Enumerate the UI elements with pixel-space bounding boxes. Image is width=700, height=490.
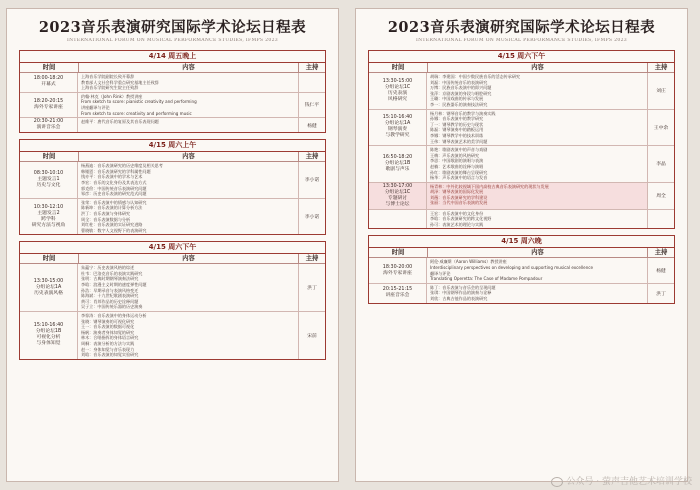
session-item: Translating Operetta: The Case of Madame Pompadour	[430, 276, 543, 282]
schedule-section	[19, 50, 326, 133]
session-item: 刘磊：中国传统音乐的表演研究	[430, 79, 488, 85]
session-item: 杨青林：中外比较视域下国内高校古典音乐表演研究的现状与发展	[430, 183, 549, 189]
session-row	[369, 73, 674, 110]
session-item: 吴子立：中国传统乐器的历史演奏	[81, 304, 143, 310]
session-content	[78, 312, 299, 359]
session-label: 13:30-17:00 分组论坛1C 专题研讨 与博士论坛	[369, 183, 427, 209]
session-item: Interdisciplinary perspectives on developing and supporting musical excellence	[430, 265, 594, 271]
session-item: 李晗：音乐表演研究的跨文化视野	[430, 216, 492, 222]
session-item: 李思：中国歌剧的演唱与表演	[430, 158, 484, 164]
column-header: 内容	[428, 63, 648, 72]
session-row	[369, 146, 674, 183]
column-header: 主持	[305, 153, 319, 161]
session-item: 钱亦平：音乐表演中的学术与艺术	[81, 174, 143, 180]
column-header: 主持	[305, 255, 319, 263]
session-row	[20, 118, 325, 132]
section-heading: 4/15 周六下午	[20, 242, 325, 254]
session-label: 16:50-18:20 分组论坛1B 歌剧与声乐	[369, 146, 427, 182]
session-host: 杨健	[307, 123, 317, 129]
session-row	[20, 264, 325, 312]
session-item: 赵楠：艺术歌曲的诠释与演唱	[430, 163, 484, 169]
session-item: 杨燕迪：音乐表演研究的历史维度及相关思考	[81, 163, 163, 169]
section-heading: 4/15 周六晚	[369, 236, 674, 248]
session-label: 18:20-20:15 海外专家讲座	[20, 93, 78, 117]
session-item: From sketch to score: pianistic creativity and performing	[81, 99, 197, 105]
session-label: 20:30-21:00 演讲音乐会	[20, 118, 78, 132]
session-host: 周全	[656, 194, 666, 200]
session-item: 张琪：中国钢琴作品的演奏与诠释	[430, 290, 492, 296]
session-item: 刘薇：音乐表演研究的学科建设	[430, 194, 488, 200]
session-item: 陈海斌：十九世纪歌剧表演研究	[81, 293, 139, 299]
left-page-content	[19, 19, 326, 360]
session-label: 15:10-16:40 分组论坛1B 可视化分析 与身体知觉	[20, 312, 78, 359]
session-item: 张荣：音乐表演中的情感与认知研究	[81, 199, 147, 205]
session-host: 洪丁	[656, 291, 666, 297]
section-heading: 4/15 周六下午	[369, 51, 674, 63]
column-headers	[20, 152, 325, 162]
schedule-section	[19, 139, 326, 235]
session-row	[369, 110, 674, 147]
session-item: 朱蕴宁：历史表演风格的综述	[81, 265, 135, 271]
session-row	[369, 284, 674, 303]
column-headers	[369, 63, 674, 73]
session-item: 李娜：钢琴教学中的技术训练	[430, 132, 484, 138]
session-item: 上海音乐学院副院长致开幕辞	[81, 74, 135, 79]
column-header: 时间	[20, 254, 79, 263]
session-row	[369, 210, 674, 229]
session-item: 杨华：声乐表演中的语言与发音	[430, 175, 488, 181]
session-item: 杜韦：巴洛克音乐的表演实践研究	[81, 270, 143, 276]
session-item: 郭克俭：中国传统音乐表演研究问题	[81, 185, 147, 191]
watermark	[551, 474, 692, 487]
session-row	[20, 73, 325, 93]
session-item: 约翰·林克（John Rink）教授讲座	[81, 93, 143, 99]
right-page-subtitle: INTERNATIONAL FORUM ON MUSICAL PERFORMANCE STUDIES, IFMPS 2023	[415, 38, 628, 43]
session-host	[648, 210, 674, 229]
session-label	[369, 210, 427, 229]
session-item: 张丽：当代中国音乐表演的发展	[430, 200, 488, 206]
session-host: 钱仁平	[304, 103, 320, 109]
right-page-content	[368, 19, 675, 304]
session-item: 陈新坤：音乐表演的计算分析方法	[81, 205, 143, 211]
session-host: 刘庄	[656, 89, 666, 95]
session-row	[20, 162, 325, 199]
section-heading: 4/15 周六上午	[20, 140, 325, 152]
session-host	[299, 73, 325, 92]
session-content	[78, 118, 299, 132]
session-label: 18:00-18:20 开幕式	[20, 73, 78, 92]
session-item: 孙可：表演艺术的理论与实践	[430, 221, 484, 227]
session-item: 王伟：钢琴表演艺术的美学问题	[430, 138, 488, 144]
session-content	[78, 199, 299, 235]
column-headers	[369, 248, 674, 258]
session-item: 张明：古典时期钢琴演奏法研究	[81, 276, 139, 282]
left-page	[6, 8, 339, 482]
session-content	[427, 210, 648, 229]
session-item: 孙浩：早期录音与表演风格变迁	[81, 287, 139, 293]
session-content	[427, 146, 648, 182]
session-label: 18:30-20:00 海外专家讲座	[369, 258, 427, 282]
column-header: 内容	[428, 248, 648, 257]
session-row	[20, 199, 325, 235]
left-page-title: 2023音乐表演研究国际学术论坛日程表	[38, 19, 307, 36]
schedule-section	[368, 50, 675, 229]
session-item: 胡泽：钢琴表演的国际化发展	[430, 189, 484, 195]
session-label: 20:15-21:15 讲座音乐会	[369, 284, 427, 303]
column-header: 内容	[79, 63, 299, 72]
session-host: 李小诺	[304, 215, 320, 220]
column-header: 内容	[79, 152, 299, 161]
session-row	[369, 258, 674, 283]
session-item: 王璐：中国戏曲的传承与发展	[430, 96, 484, 102]
column-header: 内容	[79, 254, 299, 263]
right-page-title: 2023音乐表演研究国际学术论坛日程表	[387, 19, 656, 36]
session-item: 孙红：歌剧表演的舞台呈现研究	[430, 169, 488, 175]
session-item: 陈艳：歌剧表演中的声音与戏剧	[430, 147, 488, 153]
session-item: 洪丁：音乐表演与身体研究	[81, 210, 131, 216]
session-content	[427, 183, 648, 209]
session-item: 周全：音乐表演数据与分析	[81, 216, 131, 222]
session-item: 刘红柱：音乐表演的实证研究进路	[81, 222, 143, 228]
session-item: 李一：民族器乐的演奏技法研究	[430, 101, 488, 107]
session-item: 曹晓敏：数字人文视野下的表演研究	[81, 227, 147, 233]
session-item: 杨帆：演奏者身体知觉的研究	[81, 329, 135, 335]
session-item: 丁一：钢琴教学的历史与现状	[430, 121, 484, 127]
column-header: 时间	[20, 63, 79, 72]
session-item: 赵维平：唐代音乐的复原及其音乐表现问题	[81, 119, 159, 125]
session-item: 刘欣：古典吉他作品的表演研究	[430, 296, 488, 302]
session-item: 韩锺恩：音乐表演研究的学科属性问题	[81, 168, 151, 174]
column-header: 时间	[20, 152, 79, 161]
session-item: 王宏：音乐表演中的文化身份	[430, 210, 484, 216]
right-page	[355, 8, 688, 482]
session-item: 教育部人文社会科学重点研究基地主任致辞	[81, 79, 159, 85]
column-header: 时间	[369, 63, 428, 72]
session-host: 李晶	[656, 162, 666, 168]
session-item: 张萍：京剧表演的身段与唱腔研究	[430, 90, 492, 96]
session-item: 阿伦·威廉斯（Aaron Williams）教授讲座	[430, 259, 507, 265]
session-item: 讲座翻译与评论	[81, 104, 110, 110]
session-content	[78, 93, 299, 117]
session-row	[369, 183, 674, 210]
session-item: 黄可：肖邦作品的历史诠释问题	[81, 298, 139, 304]
session-content	[78, 73, 299, 92]
left-page-subtitle: INTERNATIONAL FORUM ON MUSICAL PERFORMANCE STUDIES, IFMPS 2023	[66, 38, 279, 43]
session-host: 李小诺	[304, 178, 320, 184]
session-item: 林木：合唱指挥的身体语言研究	[81, 335, 139, 341]
session-host: 宋前	[307, 333, 317, 339]
session-label: 15:10-16:40 分组论坛1A 钢琴演奏 与教学研究	[369, 110, 427, 146]
column-headers	[20, 254, 325, 264]
session-item: 上海音乐学院研究生院主任致辞	[81, 85, 139, 91]
column-header: 主持	[654, 249, 668, 257]
schedule-section	[368, 235, 675, 303]
session-item: From sketch to score: creativity and performing music	[81, 110, 192, 116]
session-item: 李惊涛：音乐表演中的身体运动分析	[81, 313, 147, 319]
session-label: 13:30-15:00 分组论坛1C 历史表演 风格研究	[369, 73, 427, 109]
schedule-section	[19, 241, 326, 360]
session-item: 陈磊：钢琴演奏中的踏板运用	[430, 127, 484, 133]
right-schedule	[368, 50, 675, 304]
session-item: 刘晗：音乐表演的知觉实验研究	[81, 352, 139, 358]
session-host: 洪丁	[307, 286, 317, 292]
session-item: 赵一：身体知觉与音乐表现力	[81, 346, 135, 352]
session-item: 孙娜：音乐表演中的教学研究	[430, 116, 484, 122]
session-label: 13:30-15:00 分组论坛1A 历史表演风格	[20, 264, 78, 311]
session-item: 万博：民族音乐表演中的即兴问题	[430, 85, 492, 91]
session-host: 杨健	[656, 269, 666, 275]
session-row	[20, 312, 325, 359]
session-item: 邹彦：历史音乐表演的研究范式问题	[81, 191, 147, 197]
session-content	[427, 110, 648, 146]
session-item: 李宏：音乐的文化身份及其表达方式	[81, 179, 147, 185]
column-header: 时间	[369, 248, 428, 257]
wechat-icon	[551, 477, 563, 487]
section-heading: 4/14 周五晚上	[20, 51, 325, 63]
session-content	[427, 284, 648, 303]
session-item: 李晗：浪漫主义时期的速度弹性问题	[81, 282, 147, 288]
session-label: 10:30-12:10 主题发言2 跨学科 研究方法与视角	[20, 199, 78, 235]
column-headers	[20, 63, 325, 73]
session-item: 翻译与评论	[430, 270, 451, 276]
session-item: 杨月林：钢琴音乐的教学与演奏实践	[430, 110, 496, 116]
session-item: 王一：音乐表演的数据可视化	[81, 324, 135, 330]
watermark-text: 公众号 · 萤声吉他艺术培训学校	[566, 477, 692, 487]
session-item: 张晓：钢琴演奏的可视化研究	[81, 318, 135, 324]
session-item: 胡瑞：李建国：中国少数民族音乐的活态传承研究	[430, 74, 521, 79]
session-content	[427, 258, 648, 282]
column-header: 主持	[654, 64, 668, 71]
column-header: 主持	[305, 64, 319, 71]
session-content	[78, 162, 299, 198]
session-item: 王梅：声乐表演的风格研究	[430, 152, 480, 158]
session-item: 周桐：表演分析的方法与实践	[81, 341, 135, 346]
session-content	[427, 73, 648, 109]
session-content	[78, 264, 299, 311]
session-item: 陈丁：音乐表演与音乐会的呈现问题	[430, 284, 496, 290]
session-host: 王中余	[653, 125, 669, 131]
left-schedule	[19, 50, 326, 360]
session-label: 08:30-10:10 主题发言1 历史与文化	[20, 162, 78, 198]
session-row	[20, 93, 325, 118]
